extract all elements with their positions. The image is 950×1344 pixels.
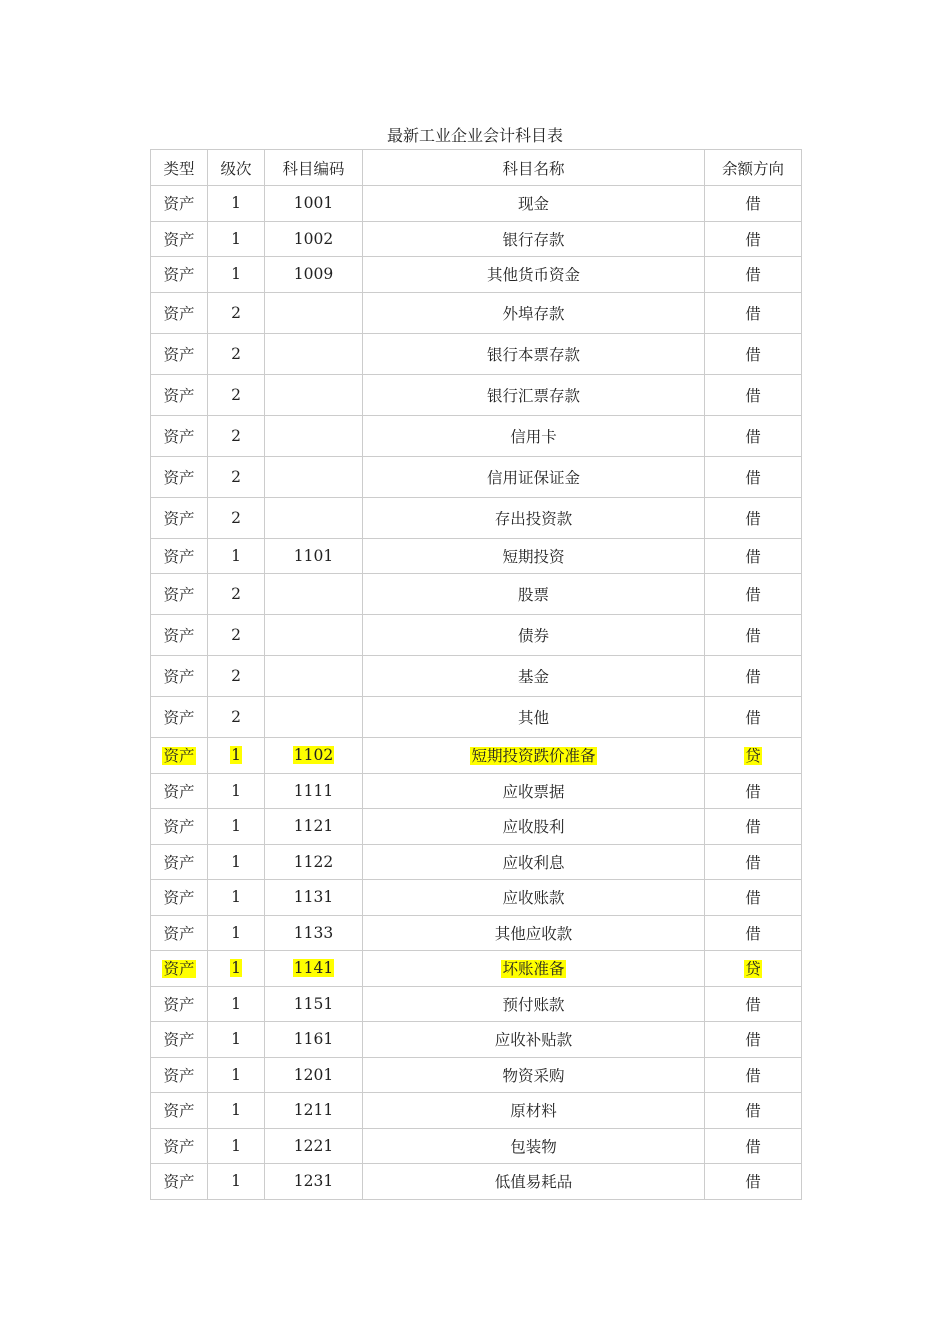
cell-type <box>151 257 208 293</box>
table-row <box>151 574 802 615</box>
cell-type-text: 资产 <box>163 1173 195 1192</box>
cell-level-text: 1 <box>231 852 241 871</box>
cell-account-name-text: 应收利息 <box>502 853 565 872</box>
cell-code <box>265 880 363 916</box>
cell-code <box>265 1057 363 1093</box>
cell-code <box>265 1164 363 1200</box>
cell-code <box>265 186 363 222</box>
cell-type <box>151 1093 208 1129</box>
cell-balance-direction <box>705 186 802 222</box>
cell-code-text: 1131 <box>293 888 334 907</box>
cell-level <box>208 333 265 374</box>
cell-balance-direction-text: 借 <box>745 1173 761 1192</box>
cell-level <box>208 292 265 333</box>
cell-balance-direction <box>705 1057 802 1093</box>
cell-account-name-text: 应收股利 <box>502 818 565 837</box>
cell-code-text: 1231 <box>293 1172 334 1191</box>
cell-level <box>208 809 265 845</box>
cell-level-text: 2 <box>231 385 241 404</box>
cell-code <box>265 497 363 538</box>
cell-account-name-text: 应收票据 <box>502 782 565 801</box>
cell-account-name <box>363 186 705 222</box>
cell-level <box>208 773 265 809</box>
cell-level <box>208 374 265 415</box>
cell-level-text: 2 <box>231 667 241 685</box>
cell-type-text: 资产 <box>163 709 195 727</box>
cell-type <box>151 186 208 222</box>
cell-account-name-text: 应收账款 <box>502 889 565 908</box>
table-row <box>151 497 802 538</box>
cell-balance-direction <box>705 773 802 809</box>
cell-account-name <box>363 456 705 497</box>
cell-code <box>265 574 363 615</box>
cell-level <box>208 951 265 987</box>
cell-type-text: 资产 <box>163 853 195 872</box>
cell-balance-direction <box>705 415 802 456</box>
cell-level <box>208 844 265 880</box>
cell-account-name-text: 外埠存款 <box>502 304 565 323</box>
cell-balance-direction-text: 借 <box>745 230 761 249</box>
cell-account-name-text: 股票 <box>517 586 549 604</box>
cell-type <box>151 986 208 1022</box>
cell-account-name <box>363 809 705 845</box>
cell-type-text: 资产 <box>163 468 195 487</box>
cell-balance-direction <box>705 538 802 574</box>
cell-balance-direction <box>705 257 802 293</box>
cell-level-text: 1 <box>231 1101 241 1120</box>
cell-account-name-text: 坏账准备 <box>502 960 565 979</box>
cell-account-name <box>363 615 705 656</box>
table-row <box>151 1057 802 1093</box>
cell-balance-direction-text: 借 <box>745 509 761 528</box>
cell-level <box>208 497 265 538</box>
table-row <box>151 257 802 293</box>
cell-code-text: 1122 <box>293 852 334 871</box>
cell-code <box>265 221 363 257</box>
cell-level-text: 2 <box>231 708 241 726</box>
cell-type <box>151 221 208 257</box>
cell-level-text: 1 <box>231 1172 241 1191</box>
cell-level-text: 1 <box>231 546 241 565</box>
cell-balance-direction <box>705 809 802 845</box>
table-row <box>151 809 802 845</box>
cell-account-name-text: 原材料 <box>510 1102 557 1121</box>
cell-code <box>265 456 363 497</box>
cell-code-text: 1141 <box>293 959 334 978</box>
cell-balance-direction-text: 借 <box>745 195 761 214</box>
cell-balance-direction-text: 借 <box>745 889 761 908</box>
table-row-highlighted <box>151 738 802 774</box>
cell-type-text: 资产 <box>163 747 195 766</box>
cell-balance-direction <box>705 292 802 333</box>
cell-code <box>265 538 363 574</box>
cell-balance-direction <box>705 374 802 415</box>
cell-level <box>208 1128 265 1164</box>
cell-account-name-text: 其他应收款 <box>494 924 573 943</box>
cell-code-text: 1211 <box>293 1101 334 1120</box>
cell-balance-direction <box>705 1164 802 1200</box>
cell-account-name <box>363 333 705 374</box>
cell-type <box>151 1128 208 1164</box>
cell-type-text: 资产 <box>163 1066 195 1085</box>
cell-code <box>265 1128 363 1164</box>
cell-level-text: 1 <box>231 746 241 765</box>
cell-type <box>151 574 208 615</box>
cell-code-text: 1009 <box>293 265 334 284</box>
cell-account-name <box>363 773 705 809</box>
cell-account-name-text: 其他货币资金 <box>486 266 580 285</box>
cell-balance-direction <box>705 221 802 257</box>
cell-level-text: 2 <box>231 467 241 486</box>
cell-level-text: 1 <box>231 1065 241 1084</box>
cell-account-name <box>363 292 705 333</box>
cell-level <box>208 915 265 951</box>
cell-balance-direction <box>705 880 802 916</box>
cell-type-text: 资产 <box>163 509 195 528</box>
cell-account-name <box>363 538 705 574</box>
cell-account-name <box>363 951 705 987</box>
cell-code-text: 1121 <box>293 817 334 836</box>
cell-type-text: 资产 <box>163 547 195 566</box>
cell-level <box>208 221 265 257</box>
cell-code <box>265 374 363 415</box>
cell-level <box>208 986 265 1022</box>
cell-account-name <box>363 1022 705 1058</box>
table-header-row <box>151 150 802 186</box>
cell-code-text: 1111 <box>293 781 334 800</box>
column-header-level: 级次 <box>208 150 265 186</box>
table-row <box>151 538 802 574</box>
cell-balance-direction-text: 借 <box>745 709 761 727</box>
cell-code <box>265 292 363 333</box>
cell-account-name <box>363 844 705 880</box>
cell-code-text: 1161 <box>293 1030 334 1049</box>
cell-code-text: 1002 <box>293 229 334 248</box>
cell-account-name-text: 基金 <box>517 668 549 686</box>
cell-account-name-text: 应收补贴款 <box>494 1031 573 1050</box>
column-header-direction: 余额方向 <box>705 150 802 186</box>
cell-type <box>151 656 208 697</box>
cell-balance-direction <box>705 497 802 538</box>
table-row <box>151 773 802 809</box>
cell-code <box>265 738 363 774</box>
cell-type-text: 资产 <box>163 230 195 249</box>
cell-code-text: 1201 <box>293 1065 334 1084</box>
cell-level-text: 2 <box>231 344 241 363</box>
cell-type-text: 资产 <box>163 1137 195 1156</box>
cell-code-text: 1001 <box>293 194 334 213</box>
cell-balance-direction-text: 借 <box>745 818 761 837</box>
cell-balance-direction-text: 借 <box>745 586 761 604</box>
cell-balance-direction <box>705 574 802 615</box>
column-header-code: 科目编码 <box>265 150 363 186</box>
cell-level <box>208 1022 265 1058</box>
table-row <box>151 656 802 697</box>
cell-account-name <box>363 374 705 415</box>
cell-type-text: 资产 <box>163 304 195 323</box>
cell-type <box>151 456 208 497</box>
cell-balance-direction <box>705 1093 802 1129</box>
cell-code-text: 1221 <box>293 1136 334 1155</box>
cell-balance-direction-text: 贷 <box>745 960 761 979</box>
cell-type-text: 资产 <box>163 782 195 801</box>
cell-code <box>265 257 363 293</box>
cell-balance-direction-text: 借 <box>745 547 761 566</box>
cell-level-text: 1 <box>231 817 241 836</box>
cell-level <box>208 186 265 222</box>
cell-balance-direction <box>705 1022 802 1058</box>
cell-account-name-text: 物资采购 <box>502 1066 565 1085</box>
cell-account-name <box>363 738 705 774</box>
cell-account-name <box>363 574 705 615</box>
chart-of-accounts-table <box>150 149 802 1200</box>
cell-level <box>208 1057 265 1093</box>
cell-code <box>265 615 363 656</box>
cell-code <box>265 986 363 1022</box>
cell-balance-direction-text: 借 <box>745 1031 761 1050</box>
cell-type-text: 资产 <box>163 427 195 446</box>
cell-balance-direction <box>705 1128 802 1164</box>
cell-balance-direction-text: 借 <box>745 386 761 405</box>
cell-type <box>151 292 208 333</box>
cell-balance-direction-text: 借 <box>745 627 761 645</box>
cell-code <box>265 773 363 809</box>
cell-account-name <box>363 880 705 916</box>
cell-code <box>265 809 363 845</box>
cell-type <box>151 1164 208 1200</box>
cell-level-text: 1 <box>231 923 241 942</box>
table-row <box>151 1022 802 1058</box>
cell-type <box>151 497 208 538</box>
table-row-highlighted <box>151 951 802 987</box>
cell-balance-direction-text: 借 <box>745 468 761 487</box>
table-row <box>151 333 802 374</box>
cell-type <box>151 538 208 574</box>
cell-type-text: 资产 <box>163 586 195 604</box>
cell-level <box>208 1164 265 1200</box>
cell-account-name <box>363 415 705 456</box>
cell-level-text: 2 <box>231 303 241 322</box>
cell-account-name <box>363 497 705 538</box>
cell-level <box>208 697 265 738</box>
cell-type <box>151 1057 208 1093</box>
table-row <box>151 844 802 880</box>
cell-code <box>265 844 363 880</box>
cell-level <box>208 574 265 615</box>
cell-code <box>265 951 363 987</box>
cell-balance-direction-text: 借 <box>745 1102 761 1121</box>
cell-account-name-text: 包装物 <box>510 1137 557 1156</box>
cell-level <box>208 880 265 916</box>
column-header-name: 科目名称 <box>363 150 705 186</box>
cell-level-text: 1 <box>231 888 241 907</box>
table-row <box>151 456 802 497</box>
cell-level <box>208 538 265 574</box>
cell-type-text: 资产 <box>163 924 195 943</box>
table-row <box>151 1093 802 1129</box>
cell-level-text: 1 <box>231 194 241 213</box>
cell-level <box>208 1093 265 1129</box>
table-row <box>151 986 802 1022</box>
cell-account-name-text: 银行存款 <box>502 230 565 249</box>
cell-code <box>265 415 363 456</box>
cell-balance-direction <box>705 333 802 374</box>
cell-balance-direction <box>705 844 802 880</box>
cell-account-name-text: 债券 <box>517 627 549 645</box>
cell-balance-direction <box>705 951 802 987</box>
cell-balance-direction <box>705 615 802 656</box>
cell-code-text: 1101 <box>293 546 334 565</box>
cell-type <box>151 415 208 456</box>
cell-account-name-text: 低值易耗品 <box>494 1173 573 1192</box>
table-row <box>151 221 802 257</box>
cell-account-name-text: 短期投资 <box>502 547 565 566</box>
cell-level <box>208 738 265 774</box>
cell-type <box>151 880 208 916</box>
cell-code-text: 1102 <box>293 746 334 765</box>
cell-level <box>208 456 265 497</box>
cell-level <box>208 615 265 656</box>
cell-balance-direction <box>705 915 802 951</box>
cell-account-name <box>363 1093 705 1129</box>
cell-type-text: 资产 <box>163 1031 195 1050</box>
cell-type-text: 资产 <box>163 1102 195 1121</box>
cell-type-text: 资产 <box>163 627 195 645</box>
column-header-type: 类型 <box>151 150 208 186</box>
cell-account-name <box>363 221 705 257</box>
cell-type <box>151 374 208 415</box>
cell-code <box>265 1093 363 1129</box>
table-row <box>151 374 802 415</box>
cell-level-text: 1 <box>231 959 241 978</box>
cell-level <box>208 257 265 293</box>
cell-account-name-text: 信用卡 <box>510 427 557 446</box>
cell-account-name <box>363 986 705 1022</box>
table-row <box>151 292 802 333</box>
cell-level-text: 2 <box>231 626 241 644</box>
cell-account-name-text: 银行本票存款 <box>486 345 580 364</box>
cell-level-text: 1 <box>231 229 241 248</box>
cell-code <box>265 333 363 374</box>
table-row <box>151 915 802 951</box>
cell-level-text: 1 <box>231 265 241 284</box>
cell-level-text: 2 <box>231 508 241 527</box>
cell-balance-direction <box>705 986 802 1022</box>
cell-balance-direction-text: 借 <box>745 266 761 285</box>
cell-balance-direction-text: 借 <box>745 924 761 943</box>
cell-account-name-text: 其他 <box>517 709 549 727</box>
cell-account-name <box>363 697 705 738</box>
cell-account-name-text: 信用证保证金 <box>486 468 580 487</box>
table-row <box>151 415 802 456</box>
cell-account-name-text: 预付账款 <box>502 995 565 1014</box>
cell-code <box>265 656 363 697</box>
cell-type-text: 资产 <box>163 668 195 686</box>
cell-account-name-text: 现金 <box>517 195 549 214</box>
cell-level-text: 2 <box>231 585 241 603</box>
cell-level <box>208 415 265 456</box>
cell-type <box>151 615 208 656</box>
cell-balance-direction-text: 借 <box>745 427 761 446</box>
cell-balance-direction-text: 借 <box>745 345 761 364</box>
cell-type <box>151 915 208 951</box>
cell-level-text: 1 <box>231 781 241 800</box>
page-title: 最新工业企业会计科目表 <box>386 126 563 145</box>
cell-type-text: 资产 <box>163 995 195 1014</box>
cell-type-text: 资产 <box>163 889 195 908</box>
cell-balance-direction-text: 借 <box>745 668 761 686</box>
cell-type-text: 资产 <box>163 818 195 837</box>
cell-balance-direction-text: 借 <box>745 995 761 1014</box>
cell-type <box>151 697 208 738</box>
cell-type <box>151 1022 208 1058</box>
cell-account-name <box>363 1128 705 1164</box>
cell-account-name-text: 银行汇票存款 <box>486 386 580 405</box>
cell-balance-direction-text: 借 <box>745 304 761 323</box>
cell-type-text: 资产 <box>163 386 195 405</box>
cell-code <box>265 1022 363 1058</box>
cell-balance-direction <box>705 738 802 774</box>
table-row <box>151 1164 802 1200</box>
cell-code <box>265 915 363 951</box>
cell-balance-direction-text: 借 <box>745 1066 761 1085</box>
cell-type <box>151 333 208 374</box>
cell-account-name-text: 短期投资跌价准备 <box>471 747 596 766</box>
cell-balance-direction <box>705 697 802 738</box>
cell-type <box>151 773 208 809</box>
cell-code <box>265 697 363 738</box>
cell-account-name-text: 存出投资款 <box>494 509 573 528</box>
cell-balance-direction-text: 贷 <box>745 747 761 766</box>
table-body <box>151 186 802 1200</box>
cell-balance-direction-text: 借 <box>745 853 761 872</box>
cell-balance-direction <box>705 456 802 497</box>
cell-balance-direction-text: 借 <box>745 782 761 801</box>
table-row <box>151 1128 802 1164</box>
cell-level-text: 1 <box>231 994 241 1013</box>
cell-account-name <box>363 1164 705 1200</box>
table-row <box>151 186 802 222</box>
cell-type-text: 资产 <box>163 266 195 285</box>
cell-account-name <box>363 257 705 293</box>
cell-type <box>151 844 208 880</box>
cell-code-text: 1151 <box>293 994 334 1013</box>
table-row <box>151 615 802 656</box>
cell-type <box>151 738 208 774</box>
cell-type-text: 资产 <box>163 195 195 214</box>
cell-code-text: 1133 <box>293 923 334 942</box>
cell-balance-direction-text: 借 <box>745 1137 761 1156</box>
cell-level-text: 1 <box>231 1136 241 1155</box>
cell-type <box>151 809 208 845</box>
cell-type-text: 资产 <box>163 960 195 979</box>
cell-balance-direction <box>705 656 802 697</box>
cell-type-text: 资产 <box>163 345 195 364</box>
table-row <box>151 880 802 916</box>
cell-account-name <box>363 656 705 697</box>
cell-type <box>151 951 208 987</box>
cell-level-text: 2 <box>231 426 241 445</box>
table-row <box>151 697 802 738</box>
cell-account-name <box>363 1057 705 1093</box>
cell-level-text: 1 <box>231 1030 241 1049</box>
cell-account-name <box>363 915 705 951</box>
cell-level <box>208 656 265 697</box>
